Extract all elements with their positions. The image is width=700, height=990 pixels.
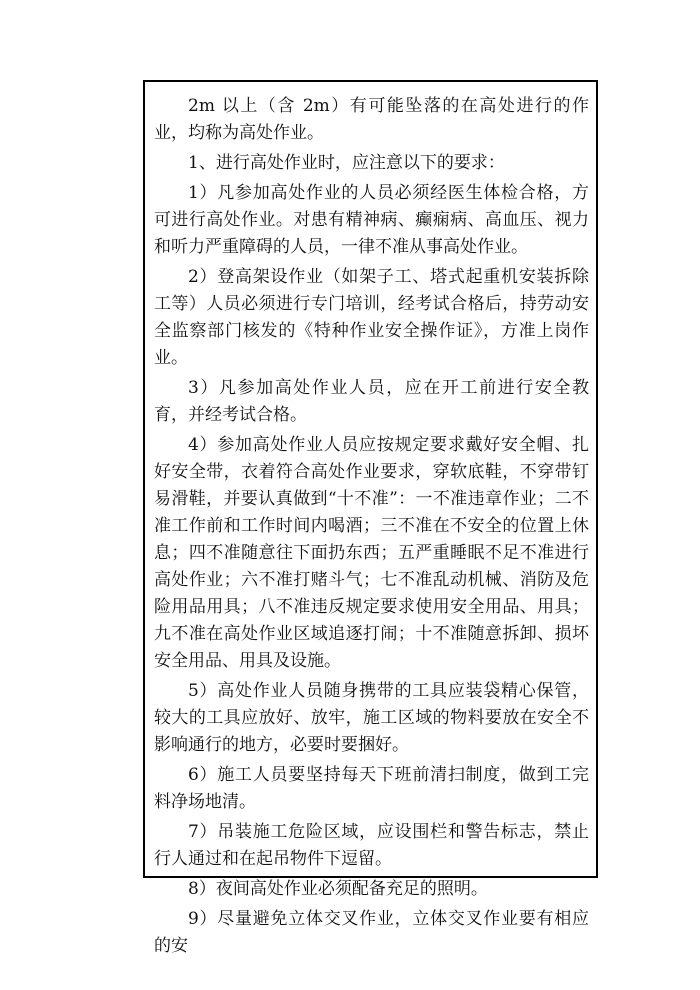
paragraph-requirement-7: 7）吊装施工危险区域，应设围栏和警告标志，禁止行人通过和在起吊物件下逗留。 [154, 822, 589, 869]
paragraph-requirement-2: 2）登高架设作业（如架子工、塔式起重机安装拆除工等）人员必须进行专门培训，经考试合格后，持劳动安全监察部门核发的《特种作业安全操作证》，方准上岗作业。 [154, 267, 589, 368]
paragraph-requirements-heading: 1、进行高处作业时，应注意以下的要求： [188, 153, 505, 173]
paragraph-requirement-5: 5）高处作业人员随身携带的工具应装袋精心保管，较大的工具应放好、放牢，施工区域的物料要放在安全不影响通行的地方，必要时要捆好。 [154, 681, 589, 755]
paragraph-requirement-4: 4）参加高处作业人员应按规定要求戴好安全帽、扎好安全带，衣着符合高处作业要求，穿软底鞋，不穿带钉易滑鞋，并要认真做到“十不准”：一不准违章作业；二不准工作前和工作时间内喝酒；三不准在不安全的位置上休息；四不准随意往下面扔东西；五严重睡眠不足不准进行高处作业；六不准打赌斗气；七不准乱动机械、消防及危险用品用具；八不准违反规定要求使用安全用品、用具；九不准在高处作业区域追逐打闹；十不准随意拆卸、损坏安全用品、用具及设施。 [154, 435, 589, 671]
paragraph-requirement-1: 1）凡参加高处作业的人员必须经医生体检合格，方可进行高处作业。对患有精神病、癫痫病、高血压、视力和听力严重障碍的人员，一律不准从事高处作业。 [154, 183, 589, 257]
paragraph-requirement-9: 9）尽量避免立体交叉作业，立体交叉作业要有相应的安 [154, 909, 589, 956]
paragraph-definition: 2m 以上（含 2m）有可能坠落的在高处进行的作业，均称为高处作业。 [154, 96, 589, 143]
paragraph-requirement-3: 3）凡参加高处作业人员，应在开工前进行安全教育，并经考试合格。 [154, 378, 589, 425]
paragraph-requirement-8: 8）夜间高处作业必须配备充足的照明。 [188, 879, 488, 899]
paragraph-requirement-6: 6）施工人员要坚持每天下班前清扫制度，做到工完料净场地清。 [154, 765, 589, 812]
document-text-box [143, 80, 598, 956]
